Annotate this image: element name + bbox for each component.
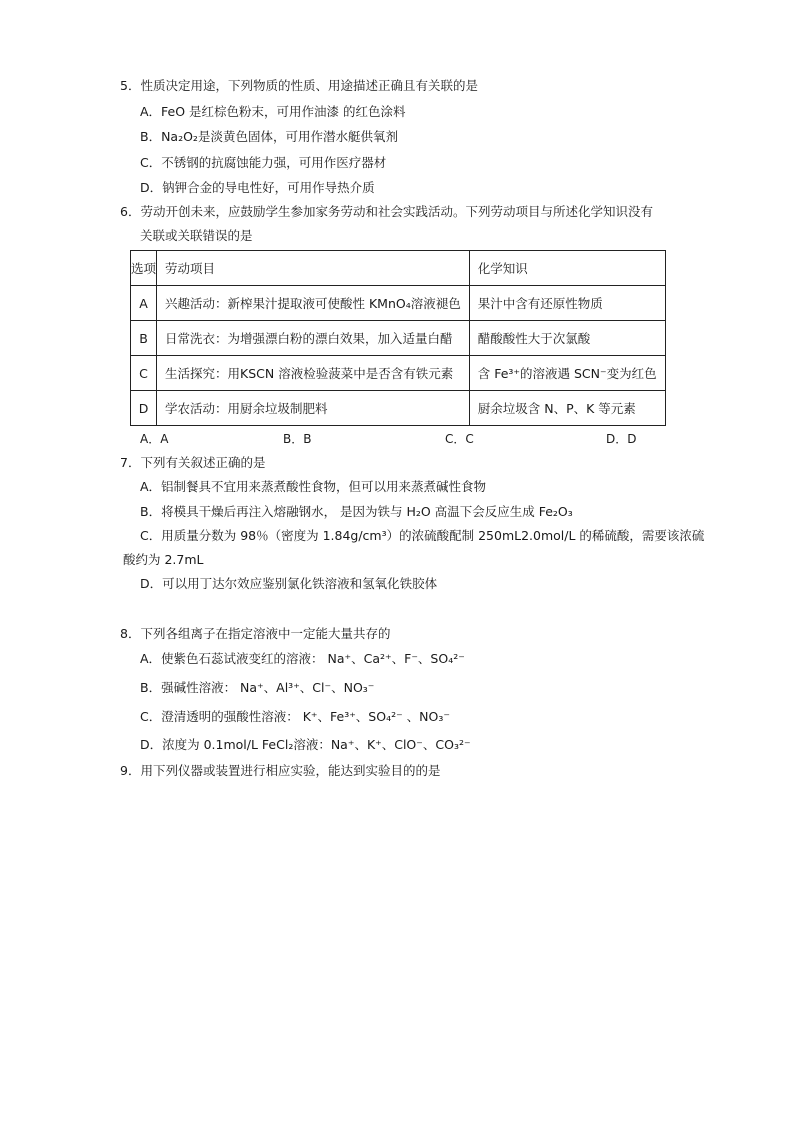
table-cell: B: [131, 321, 157, 356]
table-header-row: [131, 251, 666, 286]
q5-option-b: B．Na₂O₂是淡黄色固体，可用作潜水艇供氧剂: [140, 129, 398, 144]
table-cell: 兴趣活动：新榨果汁提取液可使酸性 KMnO₄溶液褪色: [157, 286, 470, 321]
q8-option-b: B．强碱性溶液： Na⁺、Al³⁺、Cl⁻、NO₃⁻: [140, 680, 375, 695]
table-cell: 厨余垃圾含 N、P、K 等元素: [469, 391, 665, 426]
table-cell: 醋酸酸性大于次氯酸: [469, 321, 665, 356]
q6-stem-line2: 关联或关联错误的是: [140, 228, 253, 243]
q7-option-b: B．将模具干燥后再注入熔融钢水， 是因为铁与 H₂O 高温下会反应生成 Fe₂O₃: [140, 504, 573, 519]
table-row: [131, 321, 666, 356]
table-cell: 日常洗衣：为增强漂白粉的漂白效果，加入适量白醋: [157, 321, 470, 356]
q8-stem: 8．下列各组离子在指定溶液中一定能大量共存的: [120, 626, 391, 641]
q7-option-c-line2: 酸约为 2.7mL: [123, 552, 204, 567]
q6-stem-line1: 6．劳动开创未来，应鼓励学生参加家务劳动和社会实践活动。下列劳动项目与所述化学知识没有: [120, 204, 653, 219]
q8-option-d: D．浓度为 0.1mol/L FeCl₂溶液：Na⁺、K⁺、ClO⁻、CO₃²⁻: [140, 737, 471, 752]
q6-answer-choices: [140, 430, 640, 446]
q6-choice-d: D．D: [606, 432, 637, 446]
q5-option-c: C．不锈钢的抗腐蚀能力强，可用作医疗器材: [140, 155, 387, 170]
table-cell: D: [131, 391, 157, 426]
q7-option-a: A．铝制餐具不宜用来蒸煮酸性食物，但可以用来蒸煮碱性食物: [140, 479, 487, 494]
q7-stem: 7．下列有关叙述正确的是: [120, 455, 266, 470]
table-cell: A: [131, 286, 157, 321]
q8-option-a: A．使紫色石蕊试液变红的溶液： Na⁺、Ca²⁺、F⁻、SO₄²⁻: [140, 651, 465, 666]
q6-table: [130, 250, 666, 426]
table-header-cell: 化学知识: [469, 251, 665, 286]
q5-stem: 5．性质决定用途，下列物质的性质、用途描述正确且有关联的是: [120, 78, 478, 93]
table-row: [131, 286, 666, 321]
q9-stem: 9．用下列仪器或装置进行相应实验，能达到实验目的的是: [120, 763, 441, 778]
table-row: [131, 391, 666, 426]
table-cell: C: [131, 356, 157, 391]
q6-choice-c: C．C: [445, 432, 474, 446]
table-header-cell: 劳动项目: [157, 251, 470, 286]
table-cell: 果汁中含有还原性物质: [469, 286, 665, 321]
table-cell: 生活探究：用KSCN 溶液检验菠菜中是否含有铁元素: [157, 356, 470, 391]
table-header-cell: 选项: [131, 251, 157, 286]
table-cell: 学农活动：用厨余垃圾制肥料: [157, 391, 470, 426]
q6-choice-b: B．B: [283, 432, 312, 446]
q6-choice-a: A．A: [140, 432, 169, 446]
table-row: [131, 356, 666, 391]
q7-option-c-line1: C．用质量分数为 98％（密度为 1.84g/cm³）的浓硫酸配制 250mL2.0mol/L 的稀硫酸，需要该浓硫: [140, 528, 705, 543]
q8-option-c: C．澄清透明的强酸性溶液： K⁺、Fe³⁺、SO₄²⁻ 、NO₃⁻: [140, 709, 450, 724]
table-cell: 含 Fe³⁺的溶液遇 SCN⁻变为红色: [469, 356, 665, 391]
q7-option-d: D．可以用丁达尔效应鉴别氯化铁溶液和氢氧化铁胶体: [140, 576, 438, 591]
q5-option-d: D．钠钾合金的导电性好，可用作导热介质: [140, 180, 375, 195]
q5-option-a: A．FeO 是红棕色粉末，可用作油漆 的红色涂料: [140, 104, 406, 119]
